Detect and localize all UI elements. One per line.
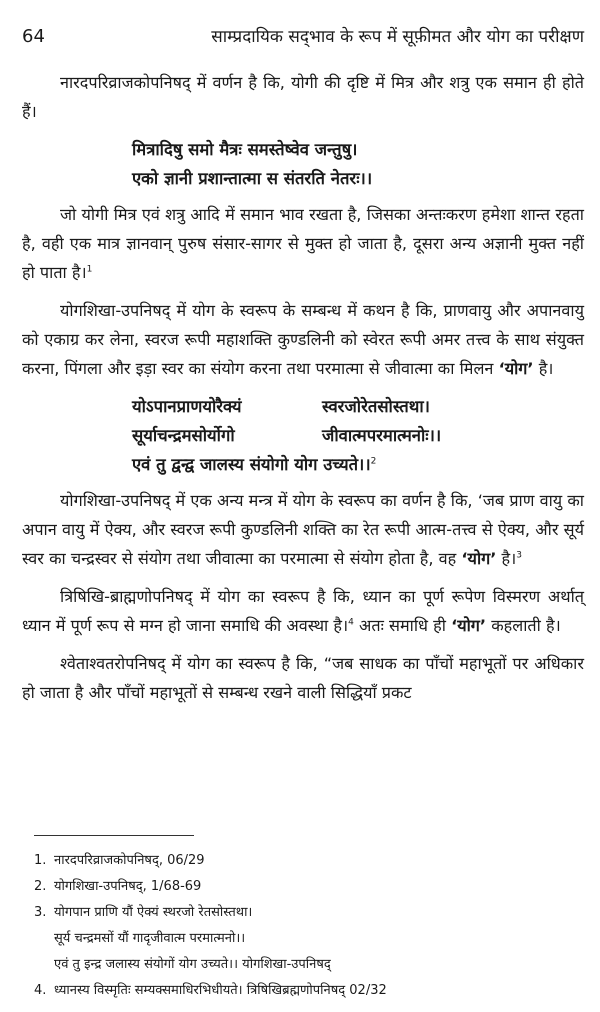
footnote-ref-1: 1 bbox=[86, 264, 93, 275]
page-number: 64 bbox=[22, 26, 45, 47]
page-header bbox=[22, 22, 584, 52]
paragraph-1: नारदपरिव्राजकोपनिषद् में वर्णन है कि, योगी की दृष्टि में मित्र और शत्रु एक समान ही होते हैं। bbox=[22, 73, 584, 121]
paragraph-4 bbox=[22, 486, 584, 573]
paragraph-5-bold-term: ‘योग’ bbox=[451, 616, 487, 635]
verse-2-line-1-a: योऽपानप्राणयोरैक्यं bbox=[132, 397, 242, 416]
footnote-1 bbox=[34, 848, 584, 874]
verse-2-line-2 bbox=[132, 421, 584, 450]
paragraph-3-end: है। bbox=[533, 359, 554, 378]
verse-2-line-3-text: एवं तु द्वन्द्व जालस्य संयोगो योग उच्यते।। bbox=[132, 455, 371, 474]
footnote-number: 4. bbox=[34, 983, 47, 998]
footnote-ref-4: 4 bbox=[348, 617, 354, 628]
verse-1-line-1: मित्रादिषु समो मैत्रः समस्तेष्वेव जन्तुषु। bbox=[132, 140, 358, 159]
running-title: साम्प्रदायिक सद्‌भाव के रूप में सूफ़ीमत और योग का परीक्षण bbox=[211, 27, 584, 47]
footnote-3-line-2: सूर्य चन्द्रमसों यौं गादृजीवात्म परमात्मनो।। bbox=[54, 931, 246, 946]
verse-2-line-2-b: जीवात्मपरमात्मनोः।। bbox=[322, 426, 442, 445]
footnote-divider bbox=[34, 835, 194, 836]
verse-2-line-1-b: स्वरजोरेतसोस्तथा। bbox=[322, 397, 430, 416]
verse-2-line-3 bbox=[132, 450, 584, 479]
page-body bbox=[22, 68, 584, 716]
paragraph-4-end: है। bbox=[496, 549, 517, 568]
verse-2-line-2-a: सूर्याचन्द्रमसोर्योगो bbox=[132, 426, 235, 445]
footnote-ref-3: 3 bbox=[516, 550, 523, 561]
verse-2 bbox=[22, 392, 584, 479]
paragraph-3 bbox=[22, 296, 584, 383]
paragraph-2-text: जो योगी मित्र एवं शत्रु आदि में समान भाव रखता है, जिसका अन्तःकरण हमेशा शान्त रहता है, वही एक मात्र ज्ञानवान् पुरुष संसार-सागर से मुक्त हो जाता है, दूसरा अन्य अज्ञानी मुक्त नहीं हो पाता है। bbox=[22, 205, 584, 282]
footnote-text: ध्यानस्य विस्मृतिः सम्यक्समाधिरभिधीयते। त्रिषिखिब्रह्मणोपनिषद् 02/32 bbox=[54, 983, 387, 998]
footnote-number: 2. bbox=[34, 879, 47, 894]
verse-1-line-2: एको ज्ञानी प्रशान्तात्मा स संतरति नेतरः।। bbox=[132, 169, 373, 188]
paragraph-5-mid: अतः समाधि ही bbox=[353, 616, 452, 635]
footnote-3 bbox=[34, 900, 584, 926]
footnote-4 bbox=[34, 978, 584, 1004]
footnotes bbox=[34, 848, 584, 1004]
paragraph-5-text: त्रिषिखि-ब्राह्मणोपनिषद् में योग का स्वरूप है कि, ध्यान का पूर्ण रूपेण विस्मरण अर्थात् ध्यान में पूर्ण रूप से मग्न हो जाना समाधि की अवस्था है। bbox=[22, 587, 584, 635]
footnote-text: नारदपरिव्राजकोपनिषद्, 06/29 bbox=[54, 853, 205, 868]
footnote-number: 3. bbox=[34, 905, 47, 920]
footnote-text: योगपान प्राणि यौं ऐक्यं स्थरजो रेतसोस्तथा। bbox=[54, 905, 253, 920]
footnote-2 bbox=[34, 874, 584, 900]
paragraph-2 bbox=[22, 200, 584, 287]
footnote-3-line-3: एवं तु इन्द्र जलास्य संयोगों योग उच्यते।। योगशिखा-उपनिषद् bbox=[54, 957, 331, 972]
paragraph-4-bold-term: ‘योग’ bbox=[461, 549, 497, 568]
footnote-ref-2: 2 bbox=[370, 456, 377, 467]
paragraph-6: श्वेताश्वतरोपनिषद् में योग का स्वरूप है कि, “जब साधक का पाँचों महाभूतों पर अधिकार हो जाता है और पाँचों महाभूतों से सम्बन्ध रखने वाली सिद्धियाँ प्रकट bbox=[22, 654, 584, 702]
verse-1 bbox=[22, 135, 584, 193]
paragraph-5-end: कहलाती है। bbox=[486, 616, 561, 635]
paragraph-3-bold-term: ‘योग’ bbox=[498, 359, 534, 378]
footnote-text: योगशिखा-उपनिषद्, 1/68-69 bbox=[54, 879, 202, 894]
verse-2-line-1 bbox=[132, 392, 584, 421]
paragraph-4-text: योगशिखा-उपनिषद् में एक अन्य मन्त्र में योग के स्वरूप का वर्णन है कि, ‘जब प्राण वायु का अपान वायु में ऐक्य, और स्वरज रूपी कुण्डलिनी शक्ति का रेत रूपी आत्म-तत्त्व से ऐक्य, और सूर्य स्वर का चन्द्रस्वर से संयोग तथा जीवात्मा का परमात्मा से संयोग होता है, वह bbox=[22, 491, 584, 568]
paragraph-3-text: योगशिखा-उपनिषद् में योग के स्वरूप के सम्बन्ध में कथन है कि, प्राणवायु और अपानवायु को एकाग्र कर लेना, स्वरज रूपी महाशक्ति कुण्डलिनी को स्वेरत रूपी अमर तत्त्व के साथ संयुक्त करना, पिंगला और इड़ा स्वर का संयोग करना तथा परमात्मा से जीवात्मा का मिलन bbox=[22, 301, 584, 378]
footnote-number: 1. bbox=[34, 853, 47, 868]
paragraph-5 bbox=[22, 582, 584, 640]
